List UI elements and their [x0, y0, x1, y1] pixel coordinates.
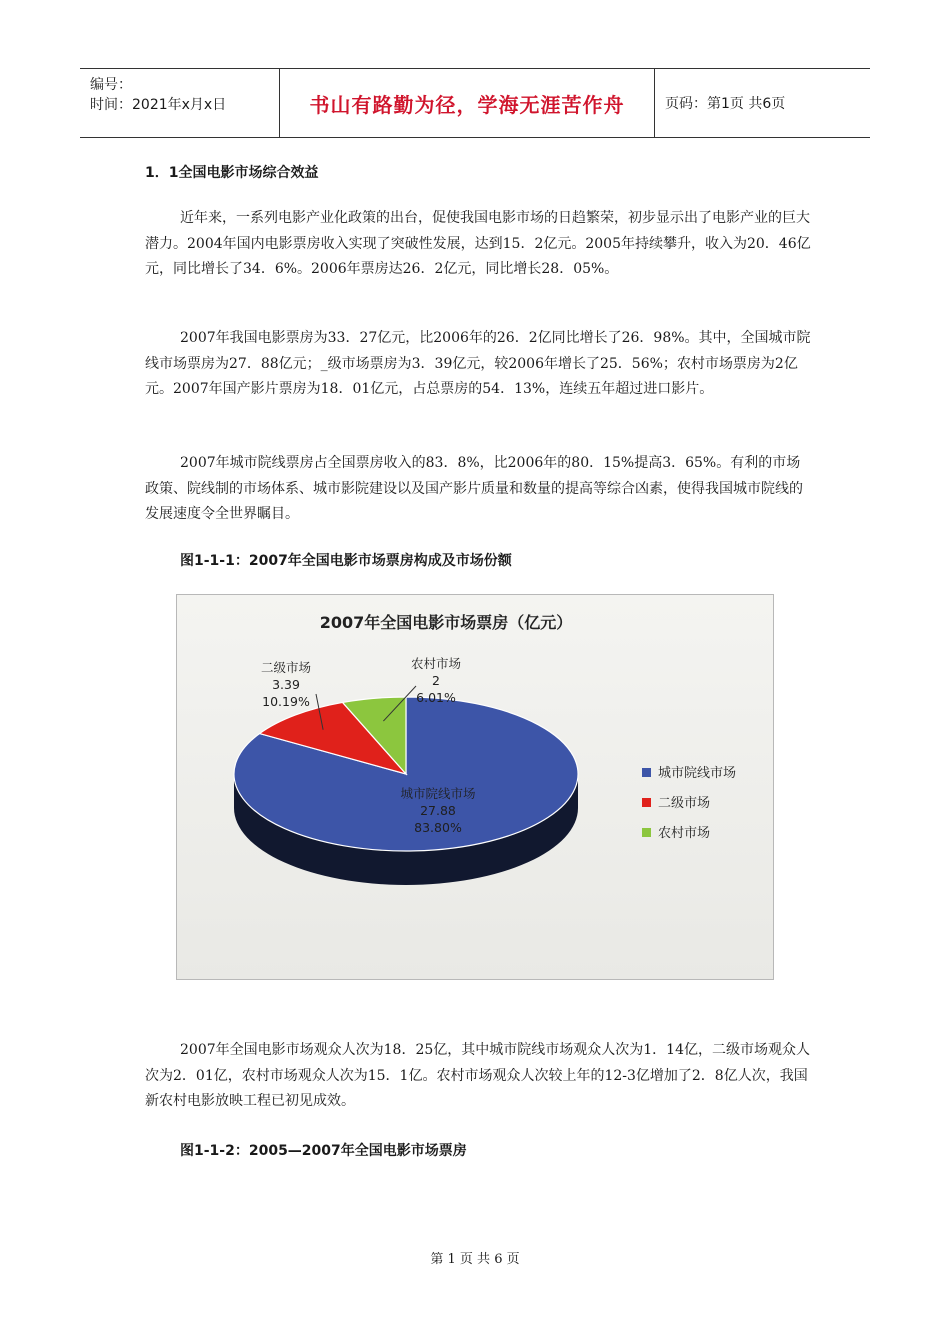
legend-swatch-0	[642, 768, 651, 777]
paragraph-3: 2007年城市院线票房占全国票房收入的83．8%，比2006年的80．15%提高3．65%。有利的市场政策、院线制的市场体系、城市影院建设以及国产影片质量和数量的提高等综合凶素，使得我国城市院线的发展速度令全世界瞩目。	[145, 455, 803, 522]
chart-title: 2007年全国电影市场票房（亿元）	[319, 613, 573, 632]
figure-2-caption: 图1-1-2：2005—2007年全国电影市场票房	[180, 1143, 467, 1159]
header-page-label: 页码：第1页 共6页	[665, 96, 786, 112]
pie-label-percent-1: 10.19%	[262, 694, 310, 709]
paragraph-1: 近年来，一系列电影产业化政策的出台，促使我国电影市场的日趋繁荣，初步显示出了电影产业的巨大潜力。2004年国内电影票房收入实现了突破性发展，达到15．2亿元。2005年持续攀升，收入为20．46亿元，同比增长了34．6%。2006年票房达26．2亿元，同比增长28．05%。	[145, 210, 811, 277]
pie-label-name-0: 城市院线市场	[400, 786, 476, 801]
legend-label-1: 二级市场	[658, 796, 711, 811]
header-meta	[80, 69, 280, 137]
legend-label-2: 农村市场	[658, 826, 711, 841]
legend-label-0: 城市院线市场	[658, 766, 737, 781]
legend-swatch-2	[642, 828, 651, 837]
paragraph-4: 2007年全国电影市场观众人次为18．25亿，其中城市院线市场观众人次为1．14亿，二级市场观众人次为2．01亿，农村市场观众人次为15．1亿。农村市场观众人次较上年的12-3亿增加了2．8亿人次，我国新农村电影放映工程已初见成效。	[145, 1042, 810, 1109]
paragraph-2: 2007年我国电影票房为33．27亿元，比2006年的26．2亿同比增长了26．98%。其中，全国城市院线市场票房为27．88亿元；_级市场票房为3．39亿元，较2006年增长了25．56%；农村市场票房为2亿元。2007年国产影片票房为18．01亿元，占总票房的54．13%，连续五年超过进口影片。	[145, 330, 811, 397]
pie-label-name-2: 农村市场	[410, 656, 462, 671]
pie-label-name-1: 二级市场	[260, 660, 312, 675]
header-table	[80, 68, 870, 138]
page-footer: 第 1 页 共 6 页	[430, 1252, 520, 1267]
pie-label-value-2: 2	[432, 673, 440, 688]
pie-label-percent-2: 6.01%	[416, 690, 456, 705]
pie-label-percent-0: 83.80%	[414, 820, 462, 835]
legend-swatch-1	[642, 798, 651, 807]
figure-1-caption: 图1-1-1：2007年全国电影市场票房构成及市场份额	[180, 553, 512, 569]
pie-label-value-1: 3.39	[272, 677, 300, 692]
pie-chart	[176, 594, 774, 980]
pie-label-value-0: 27.88	[420, 803, 456, 818]
pie-chart-svg	[176, 594, 774, 980]
number-label: 编号：	[90, 77, 132, 93]
date-label: 时间：2021年x月x日	[90, 97, 227, 113]
section-title: 1．1全国电影市场综合效益	[145, 165, 319, 181]
header-motto: 书山有路勤为径，学海无涯苦作舟	[280, 69, 655, 137]
